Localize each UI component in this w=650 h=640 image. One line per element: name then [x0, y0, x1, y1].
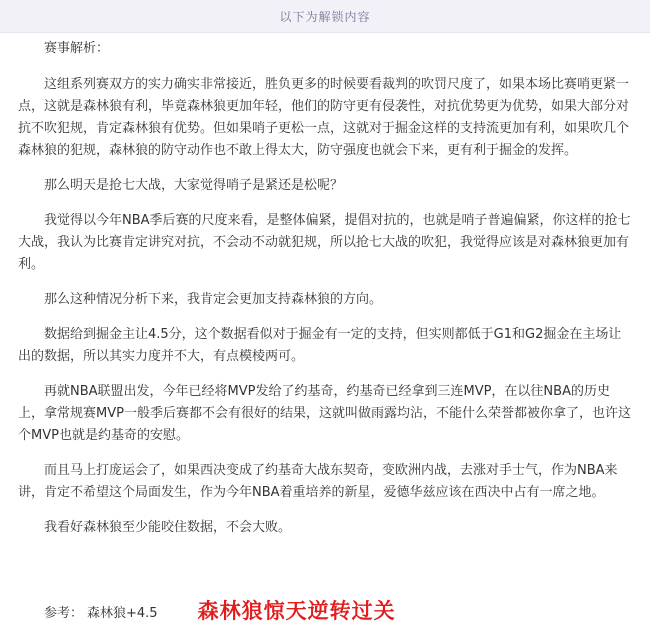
article-body	[0, 38, 650, 539]
paragraph-direction: 那么这种情况分析下来，我肯定会更加支持森林狼的方向。	[44, 292, 383, 307]
paragraph-playoff-standard: 我觉得以今年NBA季后赛的尺度来看，是整体偏紧，提倡对抗的，也就是哨子普遍偏紧，你这样的抢七大战，我认为比赛肯定讲究对抗，不会动不动就犯规，所以抢七大战的吹犯，我觉得应该是对森林狼更加有利。	[18, 213, 631, 272]
unlock-notice-text: 以下为解锁内容	[279, 9, 371, 24]
paragraph-mvp: 再就NBA联盟出发，今年已经将MVP发给了约基奇，约基奇已经拿到三连MVP，在以往NBA的历史上，拿常规赛MVP一般季后赛都不会有很好的结果，这就叫做雨露均沾，不能什么荣誉都被你拿了，也许这个MVP也就是约基奇的安慰。	[18, 384, 631, 443]
paragraph-question: 那么明天是抢七大战，大家觉得哨子是紧还是松呢？	[44, 178, 344, 193]
paragraph-whistle-analysis: 这组系列赛双方的实力确实非常接近，胜负更多的时候要看裁判的吹罚尺度了，如果本场比赛哨更紧一点，这就是森林狼有利，毕竟森林狼更加年轻，他们的防守更有侵袭性，对抗优势更为优势，如果大部分对抗不吹犯规，肯定森林狼有优势。但如果哨子更松一点，这就对于掘金这样的支持流更加有利，如果吹几个森林狼的犯规，森林狼的防守动作也不敢上得太大，防守强度也就会下来，更有利于掘金的发挥。	[18, 77, 630, 158]
reference-label: 参考：	[44, 605, 84, 621]
paragraph-odds: 数据给到掘金主让4.5分，这个数据看似对于掘金有一定的支持，但实则都低于G1和G2掘金在主场让出的数据，所以其实力度并不大，有点模棱两可。	[18, 327, 622, 364]
reference-value: 森林狼+4.5	[87, 605, 158, 621]
paragraph-conclusion: 我看好森林狼至少能咬住数据，不会大败。	[44, 520, 292, 535]
reference-row	[18, 598, 632, 624]
unlock-notice-bar	[0, 0, 650, 33]
headline-result: 森林狼惊天逆转过关	[197, 599, 396, 623]
paragraph-olympics: 而且马上打庞运会了，如果西决变成了约基奇大战东契奇，变欧洲内战，去涨对手士气，作为NBA来讲，肯定不希望这个局面发生，作为今年NBA着重培养的新星，爱德华兹应该在西决中占有一席之地。	[18, 463, 618, 500]
section-title: 赛事解析：	[44, 41, 110, 56]
